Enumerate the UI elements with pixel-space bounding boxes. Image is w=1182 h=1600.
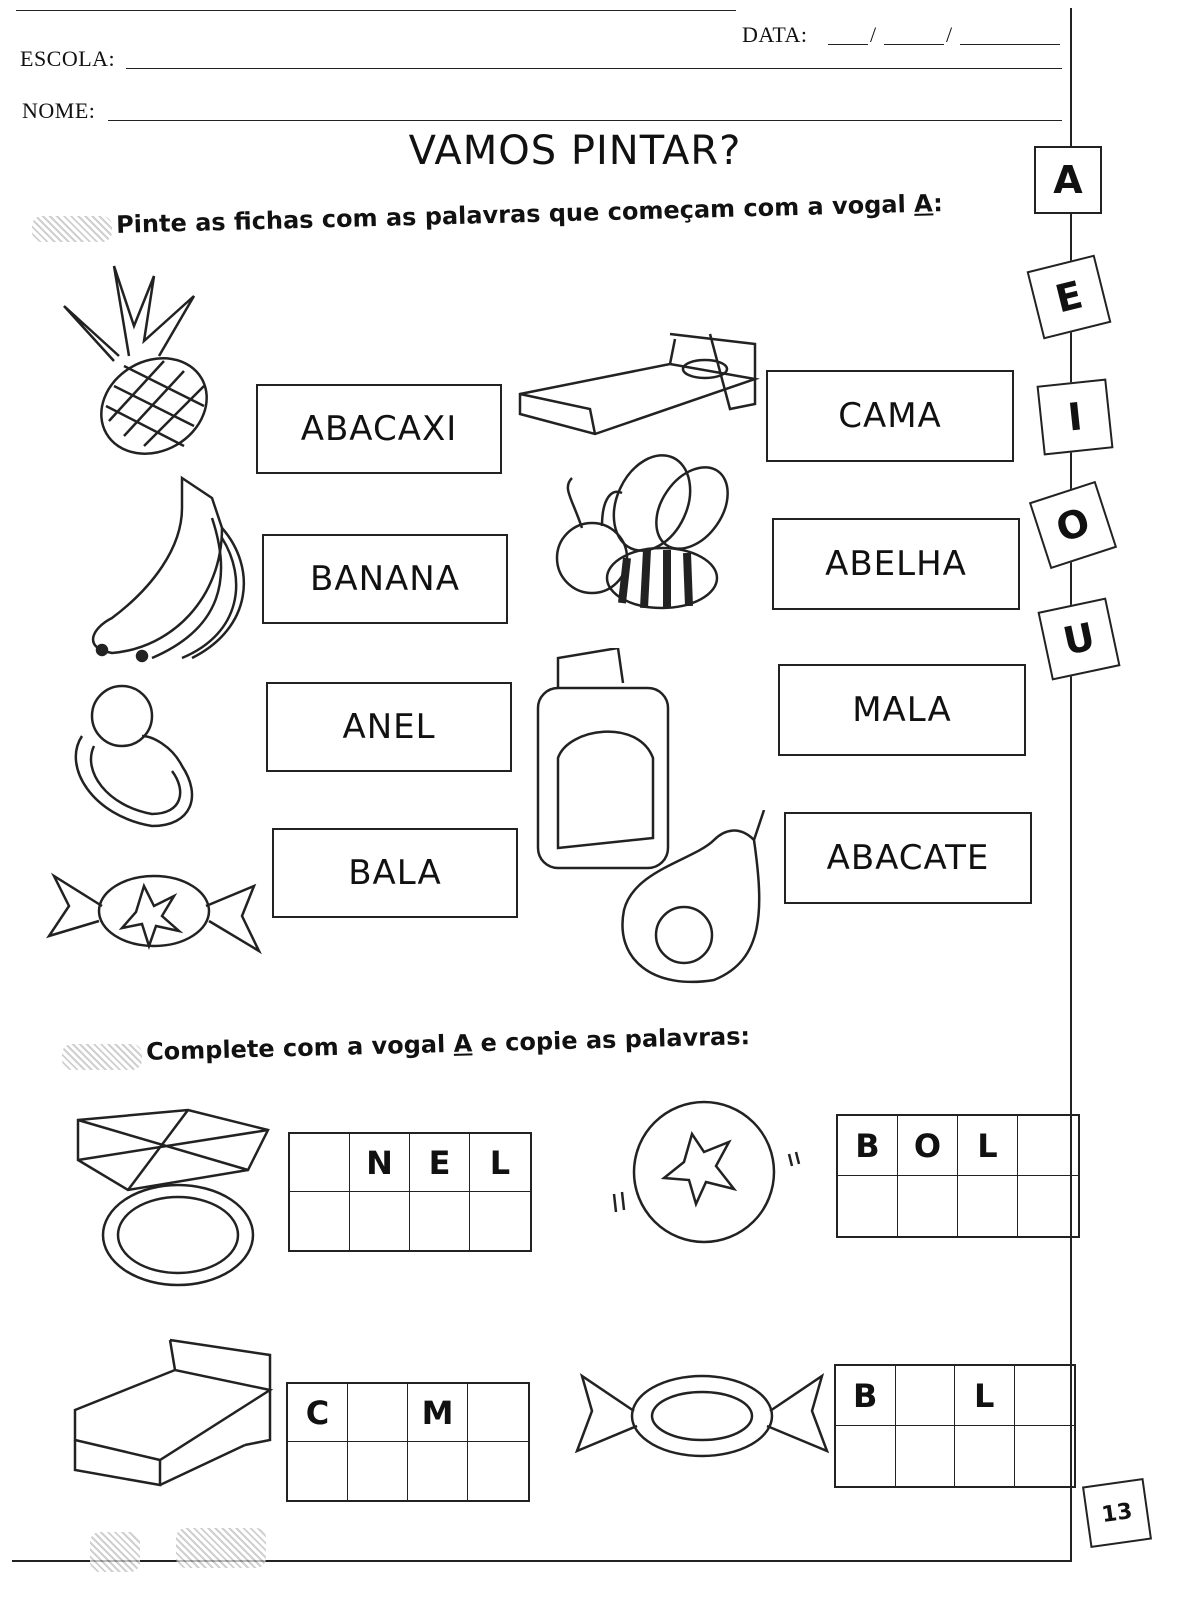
escola-label: ESCOLA: bbox=[20, 46, 116, 71]
candy-icon bbox=[572, 1356, 832, 1476]
ring-icon bbox=[68, 1100, 278, 1290]
copy-cell[interactable] bbox=[838, 1176, 898, 1236]
word-card-label: CAMA bbox=[838, 396, 942, 436]
word-card-anel[interactable] bbox=[266, 682, 512, 772]
instruction-1-vowel: A bbox=[913, 189, 934, 218]
letter-grid-bola[interactable] bbox=[836, 1114, 1080, 1238]
letter-cell[interactable] bbox=[896, 1366, 956, 1426]
letter-grid-bala[interactable] bbox=[834, 1364, 1076, 1488]
word-card-banana[interactable] bbox=[262, 534, 508, 624]
top-rule bbox=[16, 10, 736, 11]
word-card-label: BANANA bbox=[310, 559, 460, 599]
copy-cell[interactable] bbox=[348, 1442, 408, 1500]
vowel-tile-a bbox=[1034, 146, 1102, 214]
copy-cell[interactable] bbox=[1018, 1176, 1078, 1236]
word-card-mala[interactable] bbox=[778, 664, 1026, 756]
copy-cell[interactable] bbox=[955, 1426, 1015, 1486]
vowel-label: A bbox=[1053, 158, 1083, 202]
vowel-tile-i bbox=[1037, 379, 1114, 456]
letter-cell: C bbox=[288, 1384, 348, 1442]
instruction-2-rest: e copie as palavras: bbox=[471, 1022, 751, 1058]
letter-cell: B bbox=[836, 1366, 896, 1426]
avocado-icon bbox=[614, 810, 774, 990]
letter-cell[interactable] bbox=[1018, 1116, 1078, 1176]
copy-cell[interactable] bbox=[898, 1176, 958, 1236]
instruction-2-vowel: A bbox=[453, 1029, 473, 1058]
word-card-bala[interactable] bbox=[272, 828, 518, 918]
word-card-abacate[interactable] bbox=[784, 812, 1032, 904]
vowel-label: E bbox=[1051, 272, 1087, 322]
word-card-label: ANEL bbox=[342, 707, 436, 747]
nome-label: NOME: bbox=[22, 98, 96, 123]
word-card-abelha[interactable] bbox=[772, 518, 1020, 610]
date-month-field[interactable] bbox=[884, 44, 944, 45]
copy-cell[interactable] bbox=[468, 1442, 528, 1500]
word-card-abacaxi[interactable] bbox=[256, 384, 502, 474]
copy-cell[interactable] bbox=[896, 1426, 956, 1486]
smudge-decoration bbox=[90, 1532, 140, 1572]
date-label: DATA: bbox=[742, 22, 808, 47]
word-card-label: ABACATE bbox=[826, 838, 990, 878]
page-number-label: 13 bbox=[1100, 1498, 1134, 1528]
candy-icon bbox=[44, 856, 264, 966]
smudge-decoration bbox=[62, 1044, 142, 1070]
letter-grid-cama[interactable] bbox=[286, 1382, 530, 1502]
vowel-tile-u bbox=[1037, 597, 1120, 680]
word-card-label: MALA bbox=[852, 690, 952, 730]
letter-cell: O bbox=[898, 1116, 958, 1176]
letter-grid-anel[interactable] bbox=[288, 1132, 532, 1252]
letter-cell[interactable] bbox=[348, 1384, 408, 1442]
ball-icon bbox=[604, 1094, 804, 1254]
date-day-field[interactable] bbox=[828, 44, 868, 45]
date-year-field[interactable] bbox=[960, 44, 1060, 45]
smudge-decoration bbox=[32, 216, 112, 242]
vowel-label: O bbox=[1050, 499, 1096, 551]
word-card-cama[interactable] bbox=[766, 370, 1014, 462]
letter-cell: B bbox=[838, 1116, 898, 1176]
copy-cell[interactable] bbox=[958, 1176, 1018, 1236]
letter-cell: L bbox=[955, 1366, 1015, 1426]
word-card-label: ABELHA bbox=[825, 544, 967, 584]
letter-cell[interactable] bbox=[290, 1134, 350, 1192]
bed-icon bbox=[70, 1330, 280, 1490]
letter-cell[interactable] bbox=[1015, 1366, 1075, 1426]
copy-cell[interactable] bbox=[350, 1192, 410, 1250]
letter-cell: L bbox=[470, 1134, 530, 1192]
letter-cell: L bbox=[958, 1116, 1018, 1176]
vowel-label: U bbox=[1059, 614, 1099, 664]
word-card-label: BALA bbox=[348, 853, 442, 893]
instruction-1-colon: : bbox=[932, 189, 944, 218]
letter-cell: E bbox=[410, 1134, 470, 1192]
copy-cell[interactable] bbox=[470, 1192, 530, 1250]
escola-field[interactable] bbox=[126, 68, 1062, 69]
copy-cell[interactable] bbox=[408, 1442, 468, 1500]
ring-icon bbox=[62, 676, 202, 836]
copy-cell[interactable] bbox=[1015, 1426, 1075, 1486]
page-number bbox=[1082, 1478, 1152, 1548]
pineapple-icon bbox=[44, 256, 214, 456]
word-card-label: ABACAXI bbox=[300, 409, 458, 449]
vowel-label: I bbox=[1065, 394, 1085, 440]
copy-cell[interactable] bbox=[410, 1192, 470, 1250]
smudge-decoration bbox=[176, 1528, 266, 1568]
letter-cell[interactable] bbox=[468, 1384, 528, 1442]
letter-cell: M bbox=[408, 1384, 468, 1442]
copy-cell[interactable] bbox=[288, 1442, 348, 1500]
bee-icon bbox=[552, 448, 732, 618]
bed-icon bbox=[510, 324, 760, 444]
page-title: VAMOS PINTAR? bbox=[408, 128, 742, 174]
instruction-2-text: Complete com a vogal bbox=[145, 1029, 454, 1066]
date-separator: / bbox=[946, 22, 953, 47]
copy-cell[interactable] bbox=[290, 1192, 350, 1250]
date-separator: / bbox=[870, 22, 877, 47]
instruction-1-text: Pinte as fichas com as palavras que começam com a vogal bbox=[115, 189, 915, 239]
copy-cell[interactable] bbox=[836, 1426, 896, 1486]
bananas-icon bbox=[72, 468, 262, 668]
letter-cell: N bbox=[350, 1134, 410, 1192]
nome-field[interactable] bbox=[108, 120, 1062, 121]
